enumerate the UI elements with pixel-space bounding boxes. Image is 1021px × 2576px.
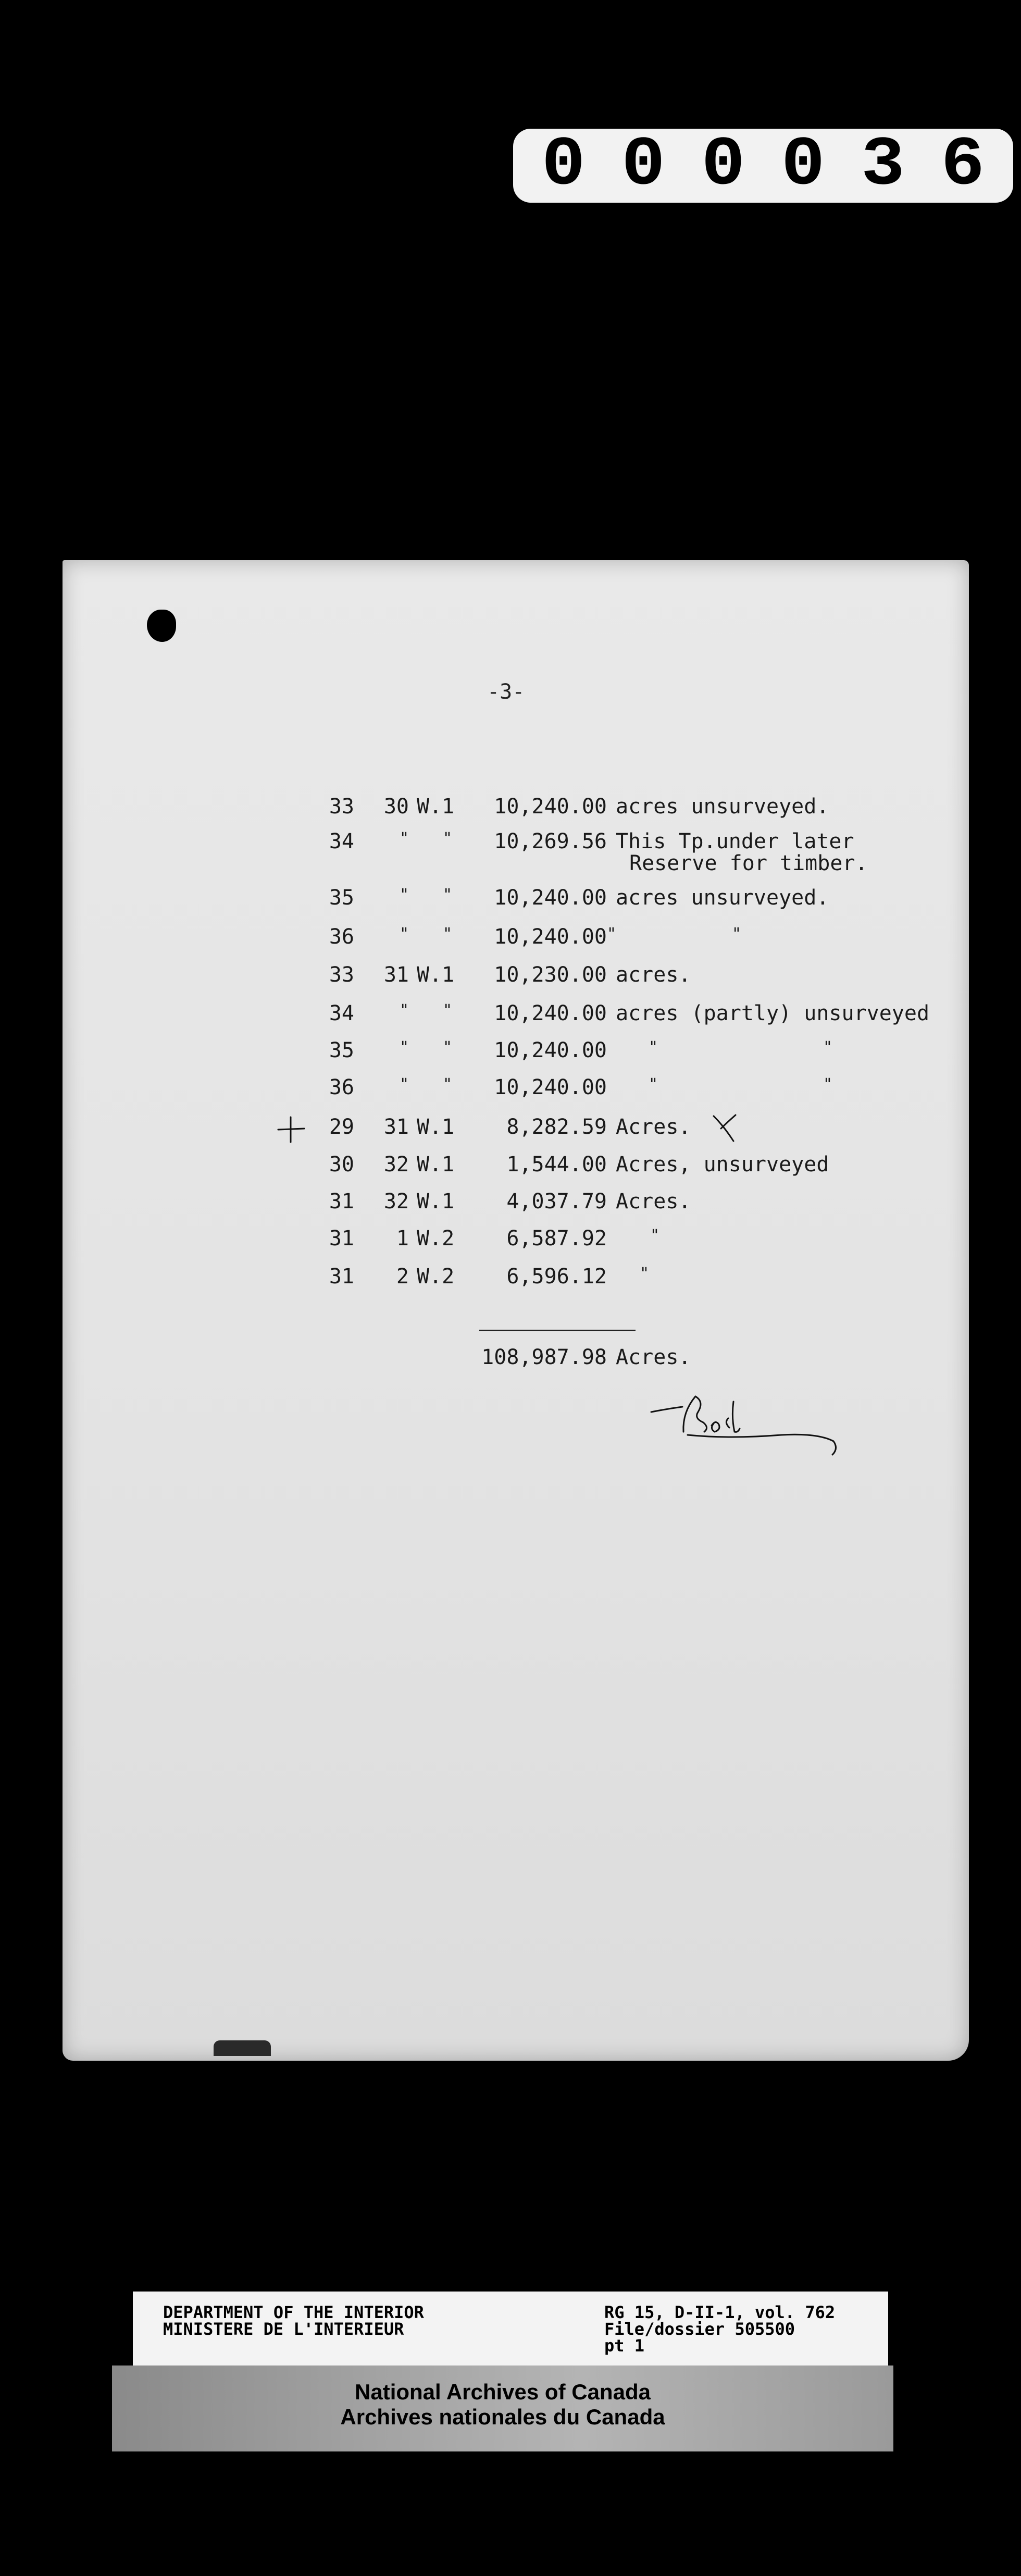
section-cell: 34 (329, 829, 354, 853)
archives-name-english: National Archives of Canada (355, 2380, 651, 2404)
ditto-mark: " (649, 1075, 658, 1094)
area-cell: 10,240.00 (494, 925, 607, 949)
tick-mark-icon (708, 1111, 740, 1144)
meridian-cell: W.1 (417, 1190, 455, 1213)
archive-label (133, 2292, 888, 2366)
section-cell: 36 (329, 925, 354, 949)
section-cell: 31 (329, 1190, 354, 1213)
section-cell: 31 (329, 1265, 354, 1289)
ditto-mark: " (650, 1227, 660, 1245)
township-cell: " (399, 1038, 409, 1057)
township-cell: " (399, 886, 409, 904)
section-cell: 29 (329, 1115, 354, 1139)
ditto-mark: " (732, 925, 742, 943)
note-cell: acres. (616, 963, 691, 987)
total-value: 108,987.98 (481, 1345, 607, 1369)
table-row (0, 1190, 1021, 1221)
meridian-cell: W.1 (417, 1115, 455, 1139)
township-cell: " (399, 1075, 409, 1094)
note-cell: acres (partly) unsurveyed (616, 1001, 930, 1025)
township-cell: " (399, 829, 409, 848)
section-cell: 30 (329, 1153, 354, 1176)
area-cell: 1,544.00 (506, 1153, 607, 1176)
note-cell: This Tp.under later (616, 829, 854, 853)
frame-digit: 0 (621, 126, 665, 205)
table-row (0, 1038, 1021, 1070)
note-cell: Acres, unsurveyed (616, 1153, 829, 1176)
section-cell: 33 (329, 963, 354, 987)
note-cell: acres unsurveyed. (616, 795, 829, 819)
page-number: -3- (487, 680, 525, 704)
table-row (0, 1265, 1021, 1296)
area-cell: 8,282.59 (506, 1115, 607, 1139)
area-cell: 10,230.00 (494, 963, 607, 987)
document-sheet (63, 560, 969, 2061)
frame-counter (513, 126, 1013, 205)
table-row (0, 925, 1021, 956)
township-cell: 2 (396, 1265, 409, 1289)
ditto-mark: " (607, 925, 617, 943)
ditto-mark: " (640, 1265, 650, 1283)
area-cell: 10,240.00 (494, 886, 607, 910)
township-cell: 32 (383, 1190, 409, 1213)
table-row (0, 1115, 1021, 1146)
meridian-cell: W.1 (417, 963, 455, 987)
meridian-cell: " (443, 829, 453, 848)
ditto-mark: " (823, 1075, 833, 1094)
township-cell: 1 (396, 1227, 409, 1250)
table-row (0, 1153, 1021, 1184)
meridian-cell: " (443, 886, 453, 904)
section-cell: 35 (329, 1038, 354, 1062)
archives-name-french: Archives nationales du Canada (340, 2405, 665, 2429)
ditto-mark: " (823, 1038, 833, 1057)
township-cell: 32 (383, 1153, 409, 1176)
section-cell: 36 (329, 1075, 354, 1099)
meridian-cell: W.1 (417, 1153, 455, 1176)
meridian-cell: W.2 (417, 1227, 455, 1250)
area-cell: 10,240.00 (494, 1075, 607, 1099)
department-french: MINISTERE DE L'INTERIEUR (163, 2319, 404, 2339)
area-cell: 6,587.92 (506, 1227, 607, 1250)
total-rule (479, 1330, 636, 1331)
meridian-cell: W.2 (417, 1265, 455, 1289)
section-cell: 31 (329, 1227, 354, 1250)
table-row (0, 886, 1021, 917)
frame-digit: 3 (861, 126, 905, 205)
table-row (0, 1227, 1021, 1258)
area-cell: 10,240.00 (494, 795, 607, 819)
area-cell: 10,240.00 (494, 1001, 607, 1025)
reference-line-2: File/dossier 505500 (604, 2319, 795, 2339)
sheet-tab (214, 2040, 271, 2056)
township-cell: 31 (383, 1115, 409, 1139)
table-row (0, 1001, 1021, 1033)
township-cell: 31 (383, 963, 409, 987)
table-row (0, 963, 1021, 994)
note-cell: acres unsurveyed. (616, 886, 829, 910)
total-unit: Acres. (616, 1345, 691, 1369)
reference-line-3: pt 1 (604, 2336, 645, 2356)
table-row (0, 795, 1021, 826)
frame-digit: 0 (701, 126, 745, 205)
reference-line-1: RG 15, D-II-1, vol. 762 (604, 2302, 836, 2322)
meridian-cell: " (443, 1038, 453, 1057)
meridian-cell: " (443, 1075, 453, 1094)
frame-digit: 0 (781, 126, 825, 205)
frame-digit: 6 (941, 126, 985, 205)
note-cell: Acres. (616, 1115, 691, 1139)
table-row (0, 1075, 1021, 1107)
ditto-mark: " (649, 1038, 658, 1057)
area-cell: 6,596.12 (506, 1265, 607, 1289)
handwritten-initials-icon (646, 1391, 839, 1480)
section-cell: 35 (329, 886, 354, 910)
section-cell: 33 (329, 795, 354, 819)
frame-digit: 0 (541, 126, 586, 205)
township-cell: " (399, 1001, 409, 1020)
township-cell: 30 (383, 795, 409, 819)
note-cell: Acres. (616, 1190, 691, 1213)
table-row (0, 829, 1021, 875)
meridian-cell: W.1 (417, 795, 455, 819)
section-cell: 34 (329, 1001, 354, 1025)
meridian-cell: " (443, 1001, 453, 1020)
area-cell: 10,269.56 (494, 829, 607, 853)
punch-hole (147, 610, 176, 642)
archives-banner (112, 2366, 893, 2451)
meridian-cell: " (443, 925, 453, 943)
township-cell: " (399, 925, 409, 943)
area-cell: 10,240.00 (494, 1038, 607, 1062)
cross-mark-icon (275, 1114, 306, 1145)
department-english: DEPARTMENT OF THE INTERIOR (163, 2302, 424, 2322)
area-cell: 4,037.79 (506, 1190, 607, 1213)
note-cell-continued: Reserve for timber. (629, 851, 868, 875)
